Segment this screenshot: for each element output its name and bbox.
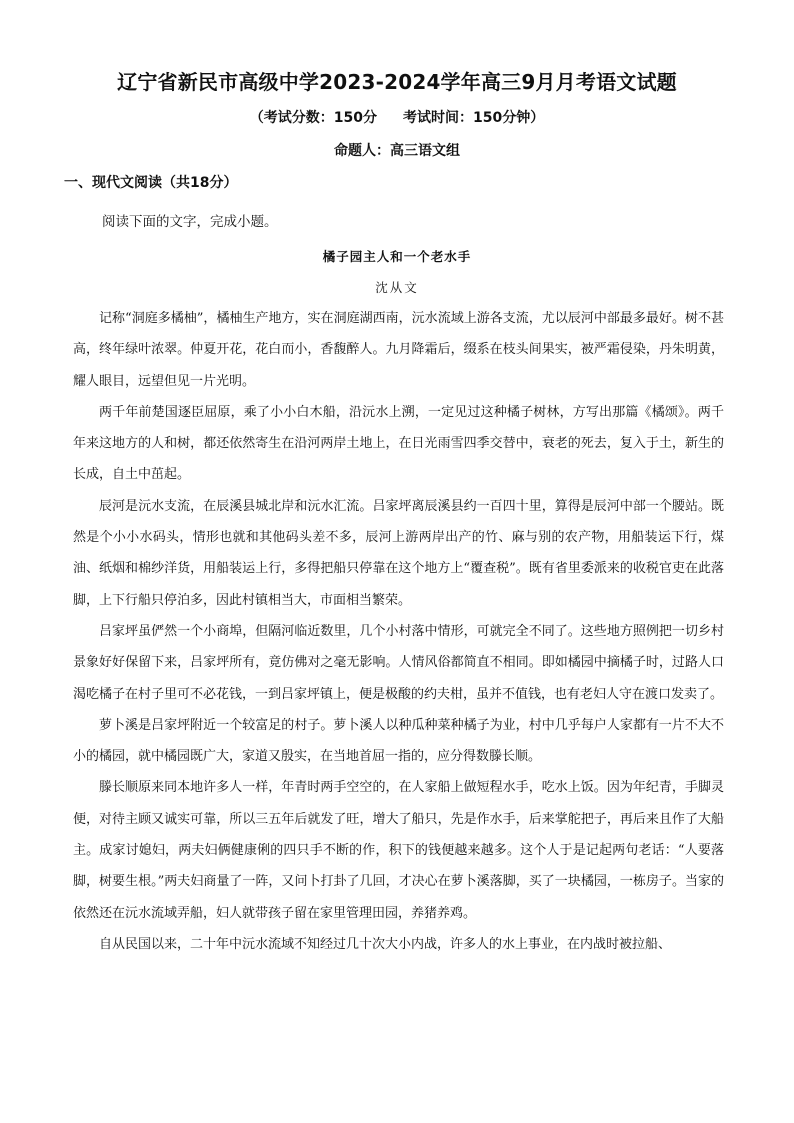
score-info: （考试分数：150分 (249, 110, 377, 126)
article-paragraph: 记称“洞庭多橘柚”，橘柚生产地方，实在洞庭湖西南，沅水流域上游各支流，尤以辰河中部最多最好。树不甚高，终年绿叶浓翠。仲夏开花，花白而小，香馥醉人。九月降霜后，缀系在枝头间果实，被严霜侵染，丹朱明黄，耀人眼目，远望但见一片光明。 (73, 311, 724, 389)
article-paragraph: 滕长顺原来同本地许多人一样，年青时两手空空的，在人家船上做短程水手，吃水上饭。因为年纪青，手脚灵便，对待主顾又诚实可靠，所以三五年后就发了旺，增大了船只，先是作水手，后来掌舵把子，再后来且作了大船主。成家讨媳妇，两夫妇俩健康俐的四只手不断的作，积下的钱便越来越多。这个人于是记起两句老话：“人要落脚，树要生根。”两夫妇商量了一阵，又问卜打卦了几回，才决心在萝卜溪落脚，买了一块橘园，一栋房子。当家的依然还在沅水流域弄船，妇人就带孩子留在家里管理田园，养猪养鸡。 (73, 780, 724, 921)
article-paragraph: 自从民国以来，二十年中沅水流域不知经过几十次大小内战，许多人的水上事业，在内战时被拉船、 (99, 936, 672, 952)
time-info: 考试时间：150分钟） (403, 110, 545, 126)
article-paragraph: 辰河是沅水支流，在辰溪县城北岸和沅水汇流。吕家坪离辰溪县约一百四十里，算得是辰河中部一个腰站。既然是个小小水码头，情形也就和其他码头差不多，辰河上游两岸出产的竹、麻与别的农产物，用船装运下行，煤油、纸烟和棉纱洋货，用船装运上行，多得把船只停靠在这个地方上“覆查税”。既有省里委派来的收税官吏在此落脚，上下行船只停泊多，因此村镇相当大，市面相当繁荣。 (73, 498, 724, 608)
reading-instruction: 阅读下面的文字，完成小题。 (102, 214, 278, 230)
article-body (73, 303, 724, 960)
exam-info (0, 107, 794, 127)
article-title: 橘子园主人和一个老水手 (322, 249, 472, 264)
article-paragraph: 吕家坪虽俨然一个小商埠，但隔河临近数里，几个小村落中情形，可就完全不同了。这些地方照例把一切乡村景象好好保留下来，吕家坪所有，竟仿佛对之毫无影响。人情风俗都简直不相同。即如橘园中摘橘子时，过路人口渴吃橘子在村子里可不必花钱，一到吕家坪镇上，便是极酸的约夫柑，虽并不值钱，也有老妇人守在渡口发卖了。 (73, 623, 724, 702)
exam-title: 辽宁省新民市高级中学2023-2024学年高三9月月考语文试题 (117, 70, 677, 94)
article-paragraph: 两千年前楚国逐臣屈原，乘了小小白木船，沿沅水上溯，一定见过这种橘子树林，方写出那篇《橘颂》。两千年来这地方的人和树，都还依然寄生在沿河两岸土地上，在日光雨雪四季交替中，衰老的死去，复入于土，新生的长成，自土中茁起。 (73, 404, 724, 483)
article-author: 沈从文 (375, 280, 419, 295)
article-paragraph: 萝卜溪是吕家坪附近一个较富足的村子。萝卜溪人以种瓜种菜种橘子为业，村中几乎每户人家都有一片不大不小的橘园，就中橘园既广大，家道又殷实，在当地首屈一指的，应分得数滕长顺。 (73, 717, 724, 765)
exam-author: 命题人：高三语文组 (334, 143, 460, 159)
section-heading: 一、现代文阅读（共18分） (64, 175, 238, 191)
